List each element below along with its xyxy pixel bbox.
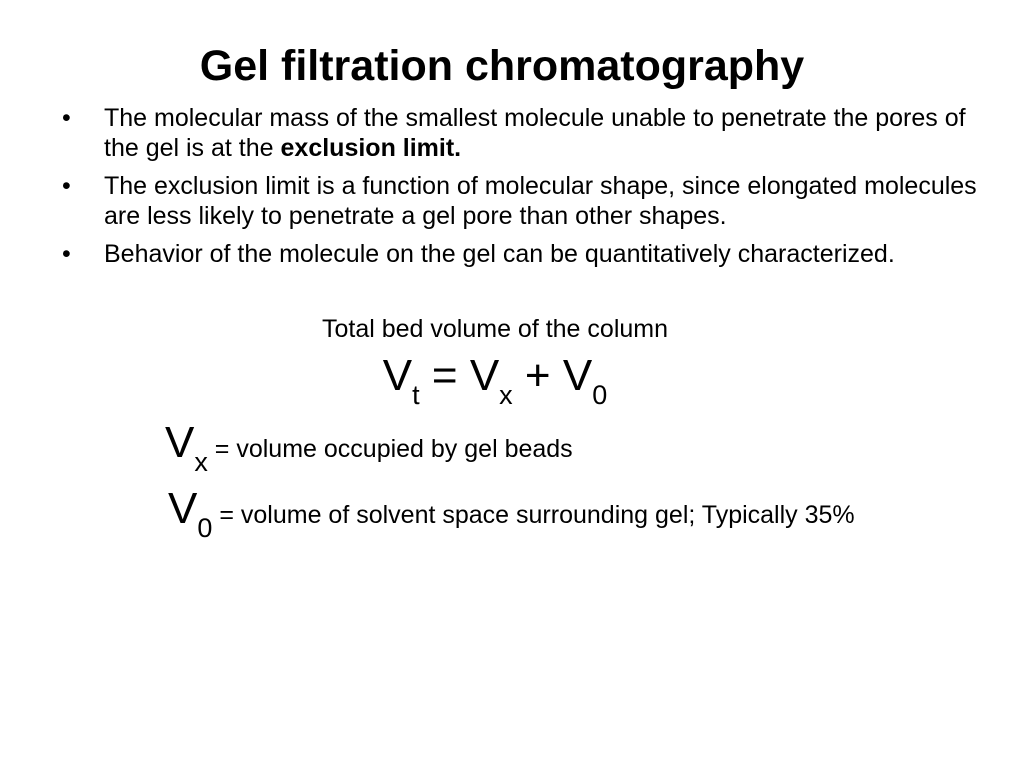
bullet-bold-term: exclusion limit. — [280, 134, 462, 162]
bullet-item — [62, 103, 982, 163]
bullet-text: Behavior of the molecule on the gel can be quantitatively characterized. — [104, 240, 895, 268]
definition-text: = volume of solvent space surrounding gel; Typically 35% — [212, 501, 855, 529]
bullet-item — [62, 171, 982, 231]
equation-term1: V — [469, 351, 500, 400]
equation-plus: + — [512, 351, 563, 400]
bullet-list — [62, 103, 982, 277]
definition-symbol: V — [165, 418, 195, 467]
equation-lhs-subscript: t — [412, 380, 420, 410]
bullet-text: The exclusion limit is a function of molecular shape, since elongated molecules are less likely to penetrate a gel pore than other shapes. — [104, 172, 977, 230]
bullet-text: The molecular mass of the smallest molecule unable to penetrate the pores of the gel is at the — [104, 104, 966, 162]
definition-vx — [165, 417, 573, 475]
bullet-dot: • — [62, 240, 71, 268]
equation-term2-subscript: 0 — [592, 380, 608, 410]
definition-subscript: x — [194, 447, 208, 477]
definition-symbol: V — [168, 484, 198, 533]
bullet-item — [62, 239, 982, 269]
bullet-dot: • — [62, 172, 71, 200]
bed-volume-equation — [0, 350, 990, 410]
equation-equals: = — [419, 351, 470, 400]
equation-term1-subscript: x — [499, 380, 513, 410]
definition-text: = volume occupied by gel beads — [207, 435, 573, 463]
slide-title: Gel filtration chromatography — [199, 42, 805, 90]
bullet-dot: • — [62, 104, 71, 132]
equation-lhs: V — [382, 351, 413, 400]
equation-caption: Total bed volume of the column — [321, 315, 669, 343]
equation-term2: V — [562, 351, 593, 400]
definition-subscript: 0 — [197, 513, 213, 543]
definition-v0 — [168, 483, 855, 541]
